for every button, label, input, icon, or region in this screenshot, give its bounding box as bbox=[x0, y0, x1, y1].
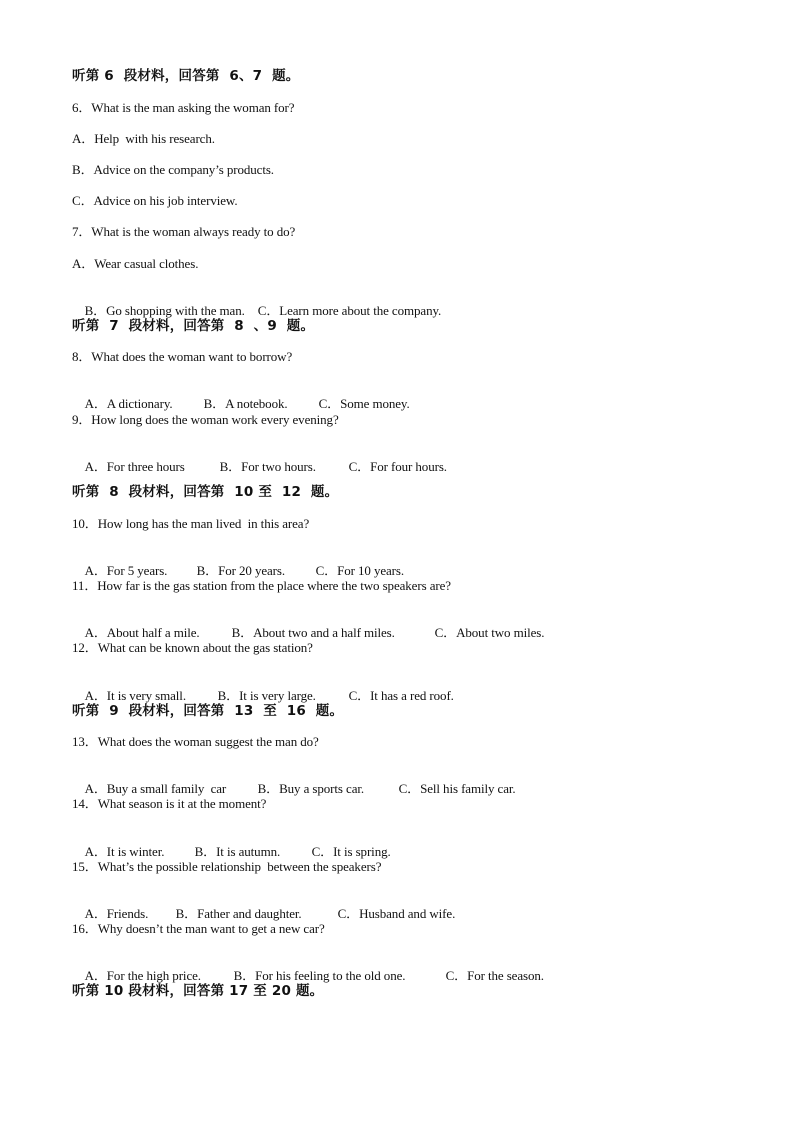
option-a: A．About half a mile. bbox=[84, 625, 200, 640]
option-a: A．A dictionary. bbox=[84, 396, 173, 411]
option-b: B．It is autumn. bbox=[194, 844, 281, 859]
option-c: C．For four hours. bbox=[348, 459, 447, 474]
option-a: A．Friends. bbox=[84, 906, 149, 921]
option-a: A．For three hours bbox=[84, 459, 185, 474]
option-c: C．Sell his family car. bbox=[398, 781, 516, 796]
section-heading: 听第 10 段材料，回答第 17 至 20 题。 bbox=[72, 983, 324, 999]
question-text: 7．What is the woman always ready to do? bbox=[72, 224, 296, 239]
section-heading: 听第 8 段材料，回答第 10 至 12 题。 bbox=[72, 484, 339, 500]
section-heading: 听第 7 段材料，回答第 8 、9 题。 bbox=[72, 318, 315, 334]
option-b: B．For 20 years. bbox=[196, 563, 286, 578]
section-heading: 听第 9 段材料，回答第 13 至 16 题。 bbox=[72, 703, 344, 719]
option-b: B．Buy a sports car. bbox=[257, 781, 365, 796]
question-text: 6．What is the man asking the woman for? bbox=[72, 100, 295, 115]
option-b: B．It is very large. bbox=[217, 688, 316, 703]
option-b: B．Father and daughter. bbox=[175, 906, 302, 921]
option-c: C．About two miles. bbox=[434, 625, 545, 640]
question-text: 15．What’s the possible relationship between the speakers? bbox=[72, 859, 382, 874]
option-c: C．Husband and wife. bbox=[337, 906, 456, 921]
option-a: A．Wear casual clothes. bbox=[72, 256, 199, 271]
question-text: 10．How long has the man lived in this area? bbox=[72, 516, 310, 531]
question-text: 9．How long does the woman work every evening? bbox=[72, 412, 339, 427]
question-text: 13．What does the woman suggest the man do? bbox=[72, 734, 319, 749]
question-text: 16．Why doesn’t the man want to get a new car? bbox=[72, 921, 325, 936]
option-b: B．For two hours. bbox=[219, 459, 316, 474]
option-c: C．For 10 years. bbox=[315, 563, 405, 578]
option-a: A．For the high price. bbox=[84, 968, 201, 983]
question-text: 12．What can be known about the gas station? bbox=[72, 640, 313, 655]
option-c: C．It has a red roof. bbox=[348, 688, 454, 703]
option-b: B．A notebook. bbox=[203, 396, 288, 411]
option-c: C．Some money. bbox=[318, 396, 410, 411]
option-a: A．It is very small. bbox=[84, 688, 186, 703]
option-b: B．Go shopping with the man. bbox=[84, 303, 245, 318]
question-text: 14．What season is it at the moment? bbox=[72, 796, 267, 811]
option-b: B．About two and a half miles. bbox=[231, 625, 395, 640]
question-text: 11．How far is the gas station from the place where the two speakers are? bbox=[72, 578, 451, 593]
option-a: A．Buy a small family car bbox=[84, 781, 227, 796]
option-c: C．For the season. bbox=[445, 968, 544, 983]
section-heading: 听第 6 段材料，回答第 6、7 题。 bbox=[72, 68, 300, 84]
option-b: B．For his feeling to the old one. bbox=[233, 968, 406, 983]
option-a: A．It is winter. bbox=[84, 844, 165, 859]
option-a: A．For 5 years. bbox=[84, 563, 168, 578]
option-c: C．Learn more about the company. bbox=[257, 303, 442, 318]
option-c: C．It is spring. bbox=[311, 844, 391, 859]
option-c: C．Advice on his job interview. bbox=[72, 193, 238, 208]
question-text: 8．What does the woman want to borrow? bbox=[72, 349, 293, 364]
option-a: A．Help with his research. bbox=[72, 131, 215, 146]
option-b: B．Advice on the company’s products. bbox=[72, 162, 274, 177]
